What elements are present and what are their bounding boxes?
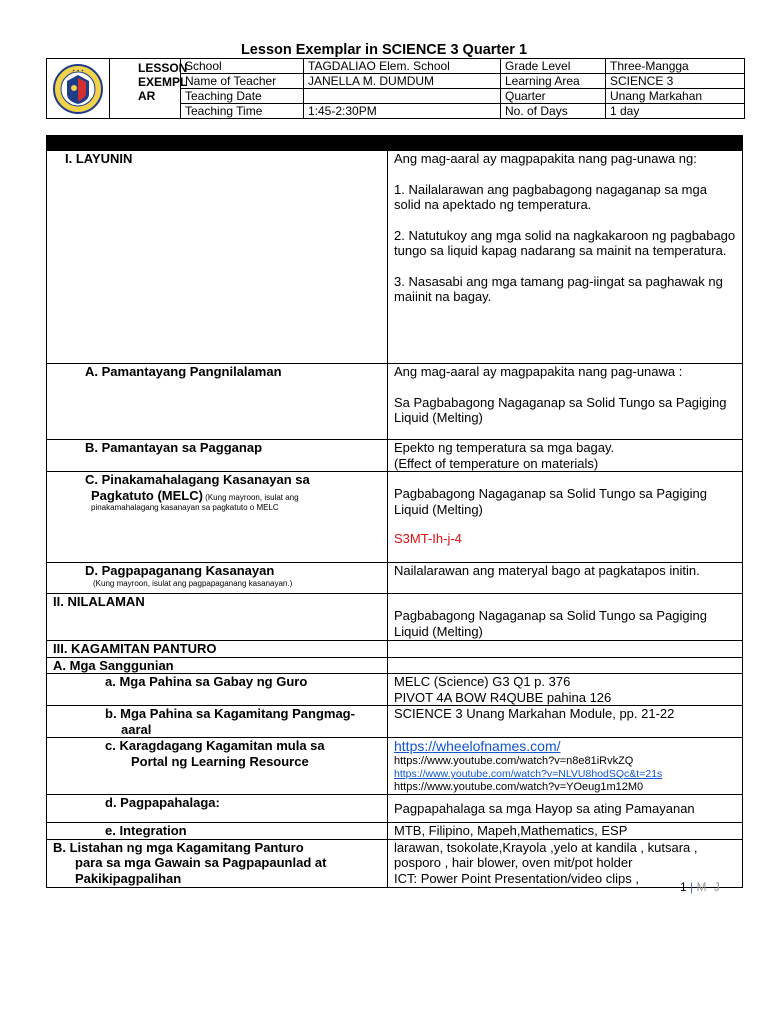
melc-label: [47, 472, 388, 563]
integration-content: [388, 823, 743, 840]
header-key: Teaching Date: [181, 89, 304, 104]
listahan-line: posporo , hair blower, oven mit/pot holder: [394, 855, 633, 870]
sanggunian-content: [388, 657, 743, 674]
layunin-content: [388, 151, 743, 364]
document-title: Lesson Exemplar in SCIENCE 3 Quarter 1: [240, 42, 528, 58]
resource-link[interactable]: https://www.youtube.com/watch?v=YOeug1m12M0: [394, 781, 644, 793]
header-value: Three-Mangga: [606, 59, 745, 74]
sanggunian-label-text: A. Mga Sanggunian: [53, 657, 174, 673]
mag-aaral-label-line: b. Mga Pahina sa Kagamitang Pangmag-: [105, 706, 355, 721]
melc-label-line: C. Pinakamahalagang Kasanayan sa: [85, 472, 310, 487]
resource-link[interactable]: https://www.youtube.com/watch?v=NLVU8hodSQc&t=21s: [394, 768, 663, 780]
header-key: Name of Teacher: [181, 74, 304, 89]
sanggunian-label: [47, 657, 388, 674]
row-listahan: [47, 839, 743, 887]
header-key: No. of Days: [501, 104, 606, 119]
pagganap-label-text: B. Pamantayan sa Pagganap: [85, 440, 263, 455]
pagpapahalaga-content: [388, 795, 743, 823]
layunin-item: 2. Natutukoy ang mga solid na nagkakaroon ng pagbabago tungo sa liquid kapag nadarang sa mainit na temperatura.: [394, 227, 736, 258]
row-nilalaman: [47, 594, 743, 641]
pamantayang-content: [388, 364, 743, 440]
header-value: JANELLA M. DUMDUM: [304, 74, 501, 89]
pagpapaganang-label-text: D. Pagpapaganang Kasanayan: [85, 563, 275, 578]
listahan-label: [47, 839, 388, 887]
header-value: [304, 89, 501, 104]
gabay-label: [47, 674, 388, 706]
mag-aaral-text: SCIENCE 3 Unang Markahan Module, pp. 21-22: [394, 706, 675, 721]
header-key: Quarter: [501, 89, 606, 104]
lesson-exemplar-label: LESSON EXEMPL AR: [110, 59, 181, 119]
pagganap-line: (Effect of temperature on materials): [394, 455, 599, 471]
pamantayang-line: Sa Pagbabagong Nagaganap sa Solid Tungo sa Pagiging Liquid (Melting): [394, 394, 727, 425]
integration-label: [47, 823, 388, 840]
melc-label-line: Pagkatuto (MELC): [91, 487, 203, 503]
pamantayang-line: Ang mag-aaral ay magpapakita nang pag-unawa :: [394, 364, 683, 379]
pagganap-label: [47, 440, 388, 472]
nilalaman-label: [47, 594, 388, 641]
footer-separator: |: [690, 880, 694, 894]
portal-label-line: c. Karagdagang Kagamitan mula sa: [105, 738, 325, 753]
lesson-table: [46, 135, 743, 888]
header-key: Learning Area: [501, 74, 606, 89]
kagamitan-label-text: III. KAGAMITAN PANTURO: [53, 641, 217, 656]
header-table: [46, 58, 745, 119]
gabay-label-text: a. Mga Pahina sa Gabay ng Guro: [105, 674, 308, 689]
melc-note: (Kung mayroon, isulat ang: [202, 492, 299, 502]
row-melc: [47, 472, 743, 563]
header-value: SCIENCE 3: [606, 74, 745, 89]
integration-text: MTB, Filipino, Mapeh,Mathematics, ESP: [394, 823, 628, 838]
row-sanggunian: [47, 657, 743, 674]
resource-link[interactable]: https://www.youtube.com/watch?v=n8e81iRvkZQ: [394, 755, 634, 767]
footer-initials: M J: [696, 880, 722, 894]
listahan-label-line: para sa mga Gawain sa Pagpapaunlad at: [75, 855, 327, 870]
layunin-item: 3. Nasasabi ang mga tamang pag-iingat sa paghawak ng maiinit na bagay.: [394, 273, 723, 304]
melc-text: Pagbabagong Nagaganap sa Solid Tungo sa Pagiging Liquid (Melting): [394, 486, 707, 517]
header-value: 1 day: [606, 104, 745, 119]
pagpapaganang-content: [388, 563, 743, 594]
layunin-label: [47, 151, 388, 364]
gabay-content: [388, 674, 743, 706]
row-portal: [47, 738, 743, 795]
header-value: Unang Markahan: [606, 89, 745, 104]
pagpapaganang-text: Nailalarawan ang materyal bago at pagkatapos initin.: [394, 563, 700, 578]
row-pagpapaganang: [47, 563, 743, 594]
pagganap-content: [388, 440, 743, 472]
row-gabay: [47, 674, 743, 706]
deped-seal: [47, 59, 110, 119]
row-kagamitan: [47, 641, 743, 658]
layunin-intro: Ang mag-aaral ay magpapakita nang pag-unawa ng:: [394, 151, 697, 166]
deped-seal-icon: [53, 64, 103, 114]
layunin-label-text: I. LAYUNIN: [65, 151, 133, 166]
pamantayang-label-text: A. Pamantayang Pangnilalaman: [85, 364, 282, 379]
resource-link[interactable]: https://wheelofnames.com/: [394, 738, 561, 754]
nilalaman-text: Pagbabagong Nagaganap sa Solid Tungo sa Pagiging Liquid (Melting): [394, 608, 707, 639]
integration-label-text: e. Integration: [105, 823, 187, 838]
listahan-line: ICT: Power Point Presentation/video clips ,: [394, 870, 639, 886]
melc-code: S3MT-Ih-j-4: [394, 531, 462, 546]
page-footer: [680, 880, 722, 894]
page-number: 1: [680, 880, 687, 894]
listahan-label-line: B. Listahan ng mga Kagamitang Panturo: [53, 839, 304, 855]
mag-aaral-content: [388, 706, 743, 738]
portal-label: [47, 738, 388, 795]
header-key: Teaching Time: [181, 104, 304, 119]
row-pamantayang: [47, 364, 743, 440]
pamantayang-label: [47, 364, 388, 440]
header-value: 1:45-2:30PM: [304, 104, 501, 119]
pagpapahalaga-label-text: d. Pagpapahalaga:: [105, 795, 220, 810]
row-layunin: [47, 151, 743, 364]
nilalaman-content: [388, 594, 743, 641]
row-integration: [47, 823, 743, 840]
portal-content: [388, 738, 743, 795]
pagpapaganang-note: (Kung mayroon, isulat ang pagpapaganang kasanayan.): [93, 578, 293, 588]
kagamitan-label: [47, 641, 388, 658]
listahan-line: larawan, tsokolate,Krayola ,yelo at kandila , kutsara ,: [394, 839, 698, 855]
melc-note: pinakamahalagang kasanayan sa pagkatuto o MELC: [91, 503, 279, 512]
layunin-item: 1. Nailalarawan ang pagbabagong nagaganap sa mga solid na apektado ng temperatura.: [394, 181, 707, 212]
mag-aaral-label: [47, 706, 388, 738]
pagganap-line: Epekto ng temperatura sa mga bagay.: [394, 440, 615, 455]
pagpapahalaga-text: Pagpapahalaga sa mga Hayop sa ating Pamayanan: [394, 801, 695, 816]
table-header-bar: [47, 136, 743, 151]
listahan-label-line: Pakikipagpalihan: [75, 870, 182, 886]
svg-text:✦ ✦ ✦: ✦ ✦ ✦: [71, 67, 85, 73]
gabay-line: MELC (Science) G3 Q1 p. 376: [394, 674, 571, 689]
pagpapaganang-label: [47, 563, 388, 594]
header-value: TAGDALIAO Elem. School: [304, 59, 501, 74]
melc-content: [388, 472, 743, 563]
kagamitan-content: [388, 641, 743, 658]
row-mag-aaral: [47, 706, 743, 738]
gabay-line: PIVOT 4A BOW R4QUBE pahina 126: [394, 689, 612, 705]
nilalaman-label-text: II. NILALAMAN: [53, 594, 145, 609]
mag-aaral-label-line: aaral: [121, 721, 152, 737]
row-pagganap: [47, 440, 743, 472]
header-key: School: [181, 59, 304, 74]
portal-label-line: Portal ng Learning Resource: [131, 753, 309, 769]
melc-label-wrap: [53, 488, 381, 504]
header-key: Grade Level: [501, 59, 606, 74]
pagpapahalaga-label: [47, 795, 388, 823]
row-pagpapahalaga: [47, 795, 743, 823]
